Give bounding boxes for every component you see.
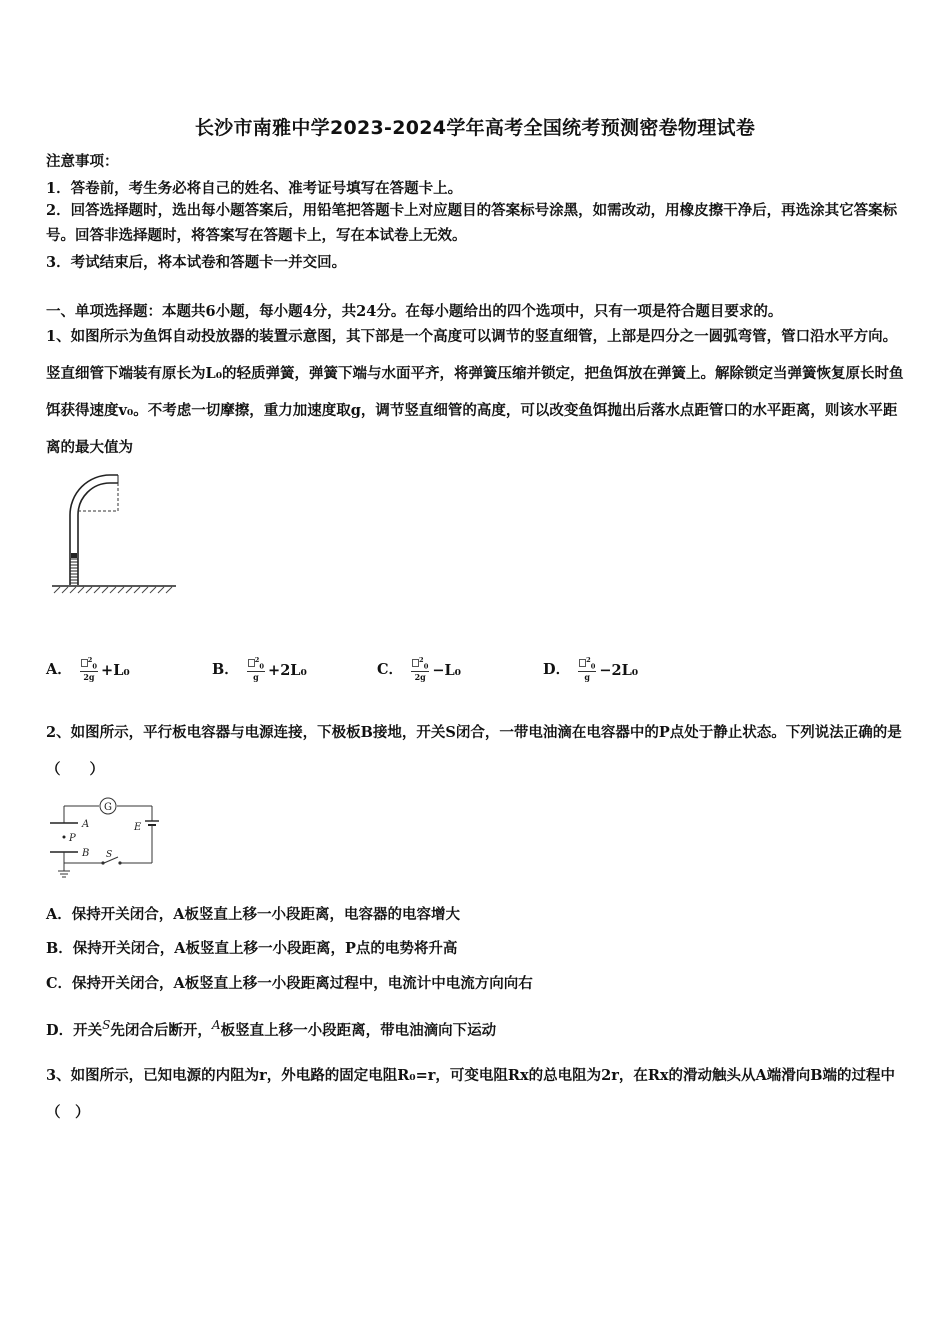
q1-option-b[interactable] (212, 632, 307, 682)
q2-option-a[interactable]: A．保持开关闭合，A板竖直上移一小段距离，电容器的电容增大 (46, 906, 460, 923)
q1-option-c-tail: −L₀ (432, 662, 462, 679)
q2-option-d-lead: D．开关 (46, 1021, 103, 1039)
q2-option-c[interactable]: C．保持开关闭合，A板竖直上移一小段距离过程中，电流计中电流方向向右 (46, 975, 533, 992)
q1-option-d-label: D． (543, 661, 571, 678)
q1-option-c-label: C． (377, 661, 404, 678)
q2-option-d[interactable] (46, 1018, 496, 1040)
q1-option-c[interactable] (377, 632, 461, 682)
q3-stem: 3、如图所示，已知电源的内阻为r，外电路的固定电阻R₀=r，可变电阻Rx的总电阻为2r，在Rx的滑动触头从A端滑向B端的过程中（ ） (46, 1067, 896, 1121)
source-e-label: E (134, 822, 142, 833)
section-heading: 一、单项选择题：本题共6小题，每小题4分，共24分。在每小题给出的四个选项中，只有一项是符合题目要求的。 (46, 303, 783, 320)
q1-option-a-label: A． (46, 661, 72, 678)
switch-s-label: S (106, 850, 113, 860)
q1-option-b-fraction: $\frac{^2_0}{g}$ (247, 656, 265, 682)
notice-item-2: 2．回答选择题时，选出每小题答案后，用铅笔把答题卡上对应题目的答案标号涂黑，如需改动，用橡皮擦干净后，再选涂其它答案标号。回答非选择题时，将答案写在答题卡上，写在本试卷上无效。 (46, 202, 898, 244)
q1-option-d-tail: −2L₀ (599, 662, 639, 679)
q1-option-d[interactable] (543, 632, 638, 682)
q1-figure (48, 467, 180, 595)
notice-item-1: 1．答卷前，考生务必将自己的姓名、准考证号填写在答题卡上。 (46, 180, 463, 197)
q2-option-d-a: A (211, 1018, 221, 1032)
notice-heading: 注意事项： (46, 153, 119, 170)
galvanometer-label: G (104, 802, 112, 813)
q1-option-c-fraction: $\frac{^2_0}{2g}$ (411, 656, 429, 682)
q2-option-d-rest: 板竖直上移一小段距离，带电油滴向下运动 (220, 1021, 497, 1039)
q1-option-a[interactable] (46, 632, 130, 682)
q1-option-b-tail: +2L₀ (268, 662, 307, 679)
q1-option-a-tail: +L₀ (101, 662, 130, 679)
q2-circuit-figure (44, 797, 160, 889)
notice-item-3: 3．考试结束后，将本试卷和答题卡一并交回。 (46, 254, 347, 271)
q1-option-d-fraction: $\frac{^2_0}{g}$ (578, 656, 596, 682)
q2-option-d-s: S (102, 1018, 111, 1032)
page-title: 长沙市南雅中学2023-2024学年高考全国统考预测密卷物理试卷 (194, 117, 756, 139)
q1-option-b-label: B． (212, 661, 239, 678)
q2-option-b[interactable]: B．保持开关闭合，A板竖直上移一小段距离，P点的电势将升高 (46, 940, 458, 957)
point-p-label: P (69, 833, 76, 844)
q1-stem: 1、如图所示为鱼饵自动投放器的装置示意图，其下部是一个高度可以调节的竖直细管，上部是四分之一圆弧弯管，管口沿水平方向。竖直细管下端装有原长为L₀的轻质弹簧，弹簧下端与水面平齐，将弹簧压缩并锁定，把鱼饵放在弹簧上。解除锁定当弹簧恢复原长时鱼饵获得速度v₀。不考虑一切摩擦，重力加速度取g，调节竖直细管的高度，可以改变鱼饵抛出后落水点距管口的水平距离，则该水平距离的最大值为 (46, 328, 904, 456)
q2-option-d-mid: 先闭合后断开， (110, 1021, 212, 1039)
spring-coil (70, 553, 78, 583)
plate-a-label: A (82, 819, 90, 830)
plate-b-label: B (82, 848, 90, 859)
q1-option-a-fraction: $\frac{^2_0}{2g}$ (80, 656, 98, 682)
q2-stem: 2、如图所示，平行板电容器与电源连接，下极板B接地，开关S闭合，一带电油滴在电容器中的P点处于静止状态。下列说法正确的是（ ） (46, 724, 902, 778)
